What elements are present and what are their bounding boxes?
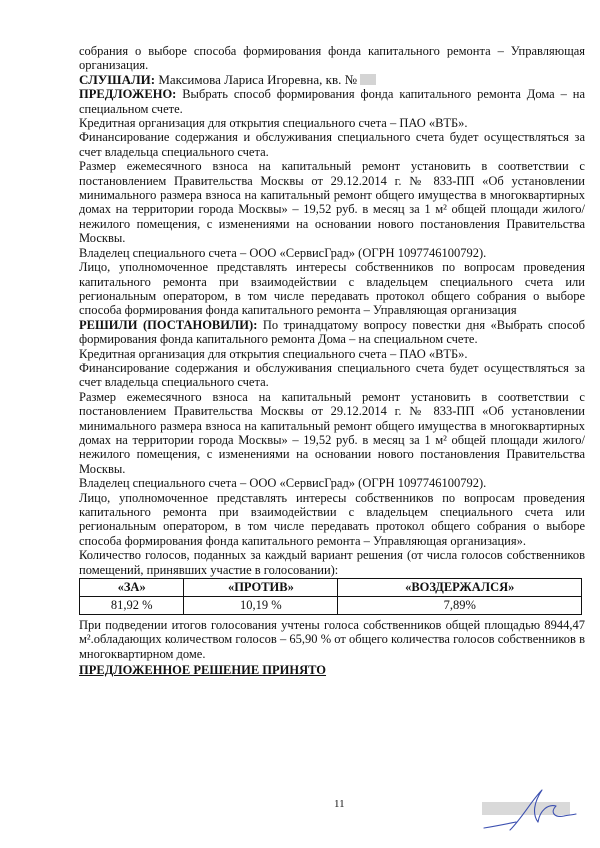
votes-value-for: 81,92 % [80, 597, 184, 615]
votes-header-abstained: «ВОЗДЕРЖАЛСЯ» [338, 579, 582, 597]
votes-value-row [80, 597, 582, 615]
financing-paragraph-1: Финансирование содержания и обслуживания специального счета будет осуществляться за счет владельца специального счета. [79, 130, 585, 159]
owner-paragraph-1: Владелец специального счета – ООО «СервисГрад» (ОГРН 1097746100792). [79, 245, 487, 260]
heard-text: Максимова Лариса Игоревна, кв. № [155, 71, 357, 87]
fee-size-paragraph-1: Размер ежемесячного взноса на капитальный ремонт установить в соответствии с постановлением Правительства Москвы от 29.12.2014 г. № 833-ПП «Об установлении минимального размера взноса на капитальный ремонт общего имущества в многоквартирных домах на территории города Москвы» – 19,52 руб. в месяц за 1 м² общей площади жилого/нежилого помещения, с изменениями на основании нового постановления Правительства Москвы. [79, 159, 585, 246]
votes-value-abstained: 7,89% [338, 597, 582, 615]
proposed-text: Выбрать способ формирования фонда капитального ремонта Дома – на специальном счете. [79, 87, 585, 116]
heard-label: СЛУШАЛИ: [79, 71, 156, 87]
total-paragraph: При подведении итогов голосования учтены голоса собственников общей площадью 8944,47 м².обладающих количеством голосов – 65,90 % от общего количества голосов собственников в многоквартирном доме. [79, 618, 585, 661]
decided-paragraph [79, 318, 585, 347]
proposed-paragraph [79, 87, 585, 116]
document-body [79, 44, 585, 678]
financing-paragraph-2: Финансирование содержания и обслуживания специального счета будет осуществляться за счет владельца специального счета. [79, 360, 585, 390]
decided-label: РЕШИЛИ (ПОСТАНОВИЛИ): [79, 317, 258, 332]
votes-header-for: «ЗА» [80, 579, 184, 597]
page-number: 11 [334, 798, 345, 810]
fee-size-paragraph-2: Размер ежемесячного взноса на капитальный ремонт установить в соответствии с постановлением Правительства Москвы от 29.12.2014 г. № 833-ПП «Об установлении минимального размера взноса на капитальный ремонт общего имущества в многоквартирных домах на территории города Москвы» – 19,52 руб. в месяц за 1 м² общей площади жилого/нежилого помещения, с изменениями на основании нового постановления Правительства Москвы. [79, 389, 585, 476]
decided-text: По тринадцатому вопросу повестки дня «Выбрать способ формирования фонда капитального ремонта Дома – на специальном счете. [79, 317, 585, 347]
decision-accepted-heading: ПРЕДЛОЖЕННОЕ РЕШЕНИЕ ПРИНЯТО [79, 663, 327, 678]
proposed-label: ПРЕДЛОЖЕНО: [79, 87, 177, 102]
votes-table [79, 578, 582, 615]
owner-paragraph-2: Владелец специального счета – ООО «СервисГрад» (ОГРН 1097746100792). [79, 476, 487, 491]
votes-header-row [80, 579, 582, 597]
votes-value-against: 10,19 % [184, 597, 338, 615]
votes-intro-paragraph: Количество голосов, поданных за каждый вариант решения (от числа голосов собственников помещений, принявших участие в голосовании): [79, 548, 585, 577]
authorized-person-paragraph-2: Лицо, уполномоченное представлять интересы собственников по вопросам проведения капитального ремонта при взаимодействии с владельцем специального счета или региональным оператором, в том числе передавать протокол общего собрания о выборе способа формирования фонда капитального ремонта – Управляющая организация». [79, 490, 585, 548]
bank-paragraph-1: Кредитная организация для открытия специального счета – ПАО «ВТБ». [79, 116, 468, 131]
authorized-person-paragraph-1: Лицо, уполномоченное представлять интересы собственников по вопросам проведения капитального ремонта при взаимодействии с владельцем специального счета или региональным оператором, в том числе передавать протокол общего собрания о выборе способа формирования фонда капитального ремонта – Управляющая организация [79, 260, 585, 318]
votes-header-against: «ПРОТИВ» [184, 579, 338, 597]
signature-scribble [470, 782, 580, 834]
paragraph-continuation: собрания о выборе способа формирования фонда капитального ремонта – Управляющая организация. [79, 44, 585, 73]
bank-paragraph-2: Кредитная организация для открытия специального счета – ПАО «ВТБ». [79, 346, 468, 361]
redaction-box [360, 74, 376, 85]
heard-paragraph [79, 73, 585, 87]
